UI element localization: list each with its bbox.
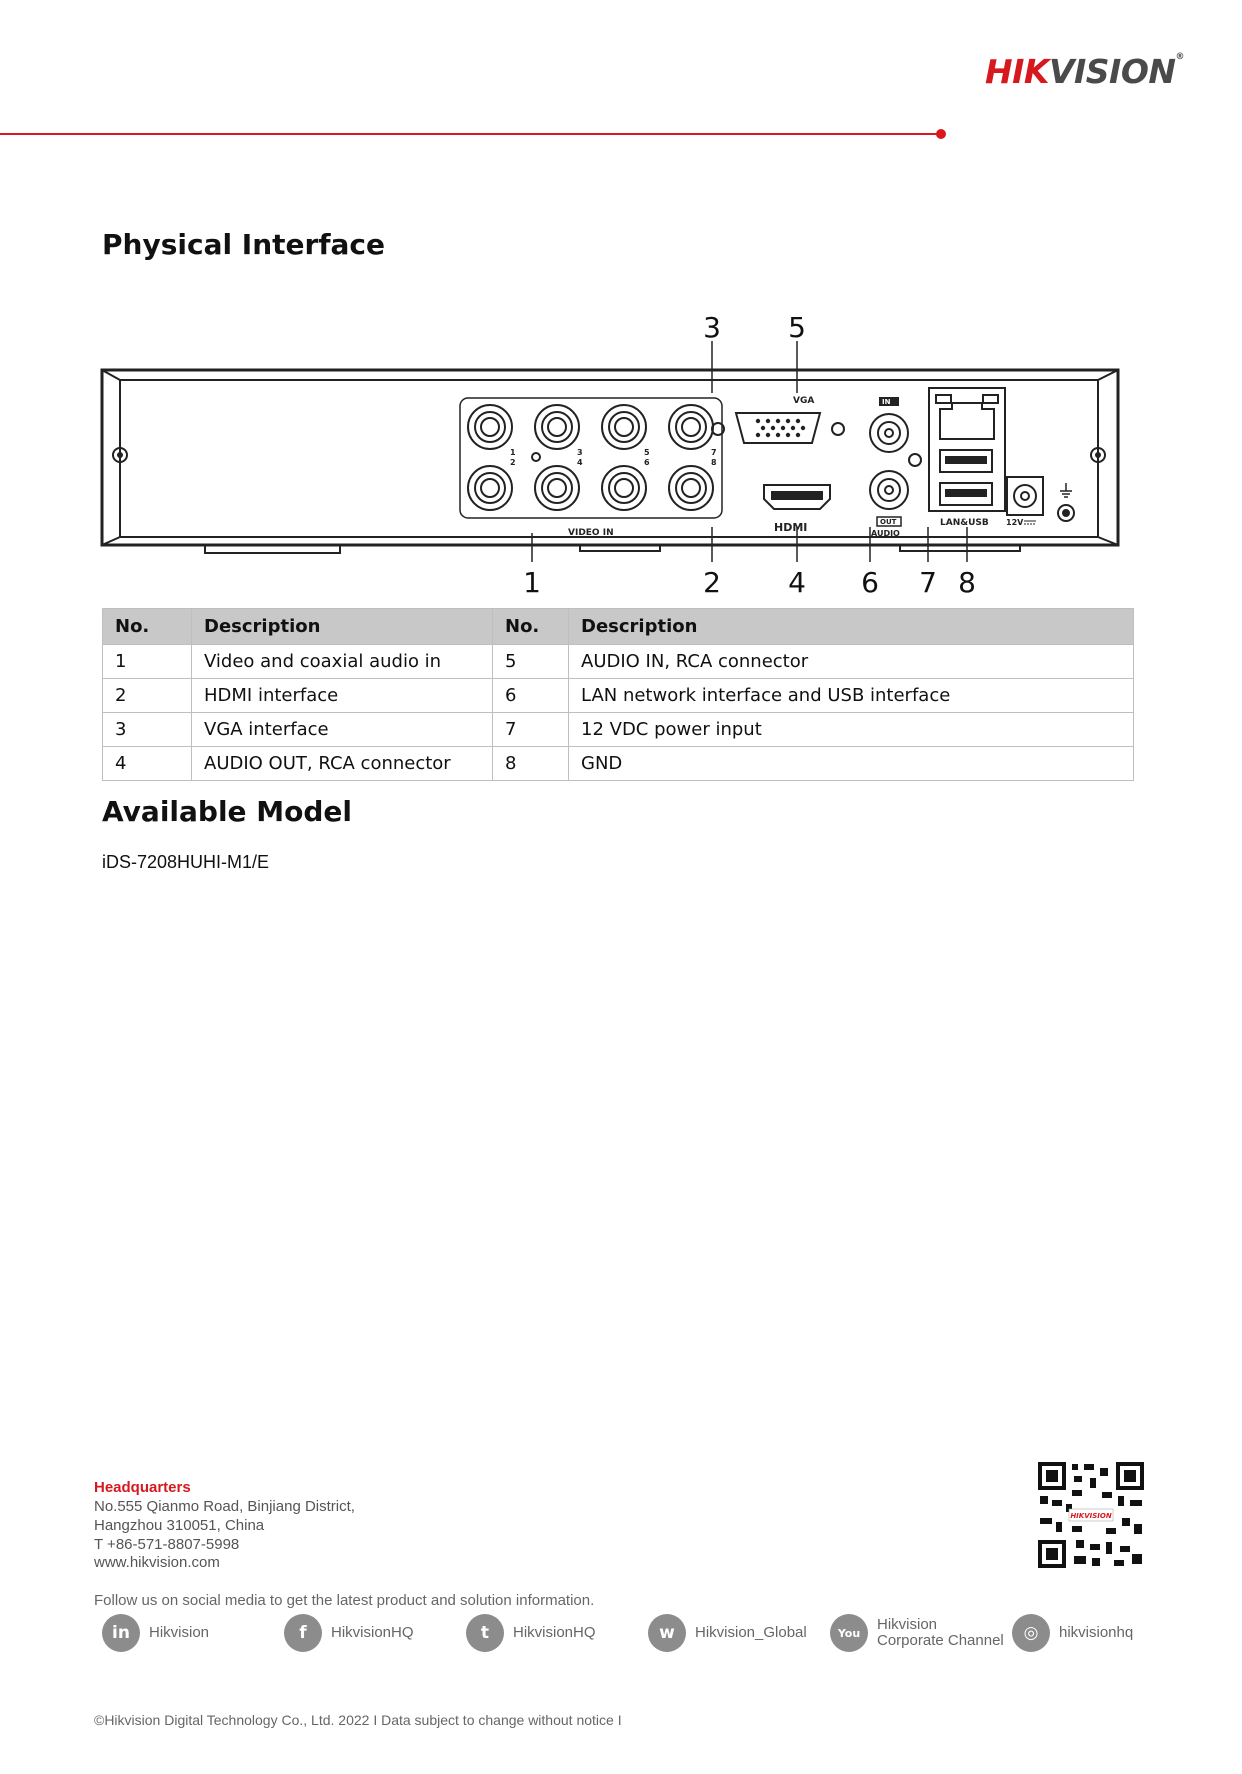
hq-website-link[interactable]: www.hikvision.com bbox=[94, 1554, 220, 1571]
social-wechat[interactable]: w Hikvision_Global bbox=[648, 1614, 807, 1652]
hdmi-label: HDMI bbox=[774, 521, 808, 534]
header-rule bbox=[0, 133, 940, 135]
youtube-icon: You bbox=[830, 1614, 868, 1652]
interface-table bbox=[102, 608, 1134, 781]
follow-text: Follow us on social media to get the latest product and solution information. bbox=[94, 1592, 595, 1609]
hikvision-logo: HIKVISION® bbox=[985, 52, 1185, 91]
wechat-icon: w bbox=[648, 1614, 686, 1652]
social-linkedin[interactable]: in Hikvision bbox=[102, 1614, 209, 1652]
svg-text:4: 4 bbox=[577, 458, 583, 467]
twitter-icon: t bbox=[466, 1614, 504, 1652]
power-port bbox=[1007, 477, 1043, 515]
svg-text:3: 3 bbox=[577, 448, 583, 457]
callout-1: 1 bbox=[523, 566, 541, 599]
facebook-icon: f bbox=[284, 1614, 322, 1652]
hdmi-port bbox=[764, 485, 830, 509]
callout-7: 7 bbox=[919, 566, 937, 599]
cell: 5 bbox=[493, 645, 569, 679]
physical-interface-heading: Physical Interface bbox=[102, 228, 386, 261]
linkedin-icon: in bbox=[102, 1614, 140, 1652]
svg-text:6: 6 bbox=[644, 458, 650, 467]
svg-text:1: 1 bbox=[510, 448, 516, 457]
vga-label: VGA bbox=[793, 396, 815, 406]
lan-port bbox=[936, 395, 998, 439]
cell: AUDIO IN, RCA connector bbox=[569, 645, 1134, 679]
cell: 12 VDC power input bbox=[569, 713, 1134, 747]
social-facebook[interactable]: f HikvisionHQ bbox=[284, 1614, 414, 1652]
hq-title: Headquarters bbox=[94, 1479, 191, 1496]
social-youtube[interactable]: You Hikvision Corporate Channel bbox=[830, 1614, 1004, 1652]
gnd-terminal bbox=[1058, 505, 1074, 521]
callout-5: 5 bbox=[788, 311, 806, 344]
audio-label: AUDIO bbox=[871, 529, 900, 538]
cell: VGA interface bbox=[192, 713, 493, 747]
hq-address-line: No.555 Qianmo Road, Binjiang District, bbox=[94, 1498, 355, 1515]
table-row bbox=[103, 713, 1134, 747]
hq-address-line: Hangzhou 310051, China bbox=[94, 1517, 265, 1534]
cell: 3 bbox=[103, 713, 192, 747]
cell: 2 bbox=[103, 679, 192, 713]
callout-8: 8 bbox=[958, 566, 976, 599]
qr-code bbox=[1036, 1460, 1146, 1570]
rear-panel-diagram bbox=[100, 305, 1140, 605]
ground-icon bbox=[1060, 483, 1072, 497]
cell: 7 bbox=[493, 713, 569, 747]
cell: Video and coaxial audio in bbox=[192, 645, 493, 679]
table-row bbox=[103, 645, 1134, 679]
audio-in-port bbox=[870, 414, 908, 452]
power-label: 12V bbox=[1006, 518, 1024, 527]
header-rule-dot bbox=[936, 129, 946, 139]
vga-port bbox=[712, 413, 844, 443]
header-no-1: No. bbox=[103, 609, 192, 645]
callout-4: 4 bbox=[788, 566, 806, 599]
svg-text:8: 8 bbox=[711, 458, 717, 467]
svg-text:2: 2 bbox=[510, 458, 516, 467]
cell: HDMI interface bbox=[192, 679, 493, 713]
svg-text:7: 7 bbox=[711, 448, 717, 457]
svg-text:5: 5 bbox=[644, 448, 650, 457]
model-name: iDS-7208HUHI-M1/E bbox=[102, 852, 270, 872]
cell: 8 bbox=[493, 747, 569, 781]
callout-3: 3 bbox=[703, 311, 721, 344]
callout-2: 2 bbox=[703, 566, 721, 599]
social-twitter[interactable]: t HikvisionHQ bbox=[466, 1614, 596, 1652]
callout-6: 6 bbox=[861, 566, 879, 599]
qr-logo-text: HIKVISION bbox=[1070, 1512, 1112, 1520]
hq-phone: T +86-571-8807-5998 bbox=[94, 1536, 240, 1553]
audio-in-label: IN bbox=[882, 398, 891, 406]
audio-out-port bbox=[870, 471, 908, 509]
table-header-row bbox=[103, 609, 1134, 645]
available-model-heading: Available Model bbox=[102, 795, 353, 828]
cell: 4 bbox=[103, 747, 192, 781]
cell: GND bbox=[569, 747, 1134, 781]
cell: LAN network interface and USB interface bbox=[569, 679, 1134, 713]
table-row bbox=[103, 747, 1134, 781]
audio-out-label: OUT bbox=[880, 518, 897, 526]
cell: 1 bbox=[103, 645, 192, 679]
bnc-connectors bbox=[468, 405, 713, 510]
video-in-label: VIDEO IN bbox=[568, 528, 614, 538]
cell: AUDIO OUT, RCA connector bbox=[192, 747, 493, 781]
social-instagram[interactable]: ◎ hikvisionhq bbox=[1012, 1614, 1133, 1652]
header-no-2: No. bbox=[493, 609, 569, 645]
header-description-1: Description bbox=[192, 609, 493, 645]
table-row bbox=[103, 679, 1134, 713]
header-description-2: Description bbox=[569, 609, 1134, 645]
usb-ports bbox=[940, 450, 992, 505]
cell: 6 bbox=[493, 679, 569, 713]
instagram-icon: ◎ bbox=[1012, 1614, 1050, 1652]
copyright: ©Hikvision Digital Technology Co., Ltd. 2022 I Data subject to change without notice I bbox=[94, 1712, 622, 1728]
lan-usb-label: LAN&USB bbox=[940, 518, 989, 528]
